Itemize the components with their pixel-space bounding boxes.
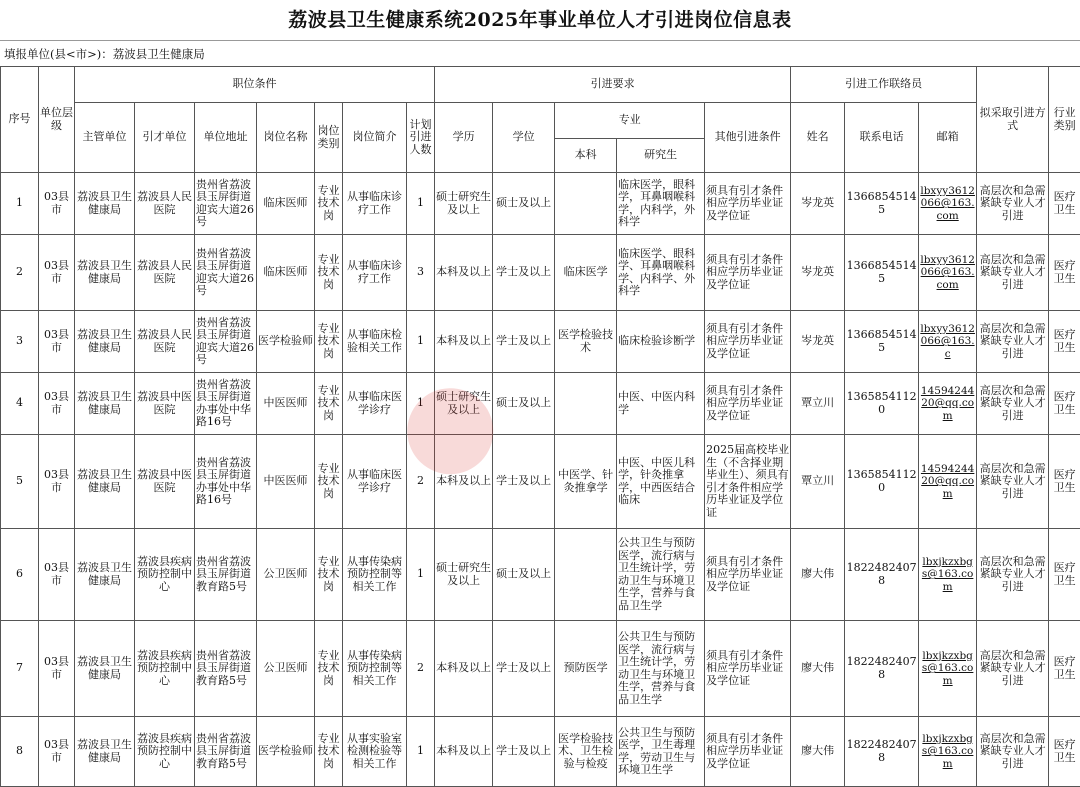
header-requirements: 引进要求 [435,67,791,103]
row-edu: 硕士研究生及以上 [435,529,493,621]
row-address: 贵州省荔波县玉屏街道迎宾大道26号 [195,173,257,235]
row-grad: 公共卫生与预防医学，卫生毒理学，劳动卫生与环境卫生学 [617,717,705,787]
row-grad: 临床医学，眼科学，耳鼻咽喉科学，内科学，外科学 [617,173,705,235]
row-seq: 5 [1,435,39,529]
post-table [0,66,1080,787]
row-dept: 荔波县卫生健康局 [75,311,135,373]
row-name: 廖大伟 [791,529,845,621]
row-industry: 医疗卫生 [1049,235,1080,311]
header-level: 单位层级 [39,67,75,173]
row-email[interactable]: lbxyy3612066@163.c [919,311,977,373]
row-post-desc: 从事实验室检测检验等相关工作 [343,717,407,787]
row-seq: 7 [1,621,39,717]
header-undergrad: 本科 [555,139,617,173]
row-post-name: 临床医师 [257,235,315,311]
row-post-name: 中医医师 [257,435,315,529]
row-dept: 荔波县卫生健康局 [75,435,135,529]
row-plan: 1 [407,529,435,621]
header-post-type: 岗位类别 [315,103,343,173]
page-title: 荔波县卫生健康系统2025年事业单位人才引进岗位信息表 [0,0,1080,40]
row-post-desc: 从事临床诊疗工作 [343,235,407,311]
row-undergrad [555,529,617,621]
row-name: 岑龙英 [791,311,845,373]
row-seq: 8 [1,717,39,787]
row-industry: 医疗卫生 [1049,529,1080,621]
row-seq: 4 [1,373,39,435]
row-post-type: 专业技术岗 [315,311,343,373]
row-level: 03县市 [39,529,75,621]
header-industry: 行业类别 [1049,67,1080,173]
row-level: 03县市 [39,621,75,717]
row-edu: 硕士研究生及以上 [435,373,493,435]
row-edu: 本科及以上 [435,621,493,717]
row-degree: 学士及以上 [493,311,555,373]
row-plan: 1 [407,717,435,787]
row-seq: 3 [1,311,39,373]
row-post-type: 专业技术岗 [315,373,343,435]
row-method: 高层次和急需紧缺专业人才引进 [977,717,1049,787]
row-edu: 本科及以上 [435,435,493,529]
header-post-conditions: 职位条件 [75,67,435,103]
row-degree: 硕士及以上 [493,529,555,621]
row-industry: 医疗卫生 [1049,435,1080,529]
header-address: 单位地址 [195,103,257,173]
row-name: 岑龙英 [791,173,845,235]
row-name: 岑龙英 [791,235,845,311]
row-level: 03县市 [39,173,75,235]
row-plan: 2 [407,621,435,717]
header-degree: 学位 [493,103,555,173]
row-undergrad: 医学检验技术、卫生检验与检疫 [555,717,617,787]
row-post-desc: 从事传染病预防控制等相关工作 [343,529,407,621]
row-level: 03县市 [39,311,75,373]
table-row [1,529,1080,621]
row-post-name: 公卫医师 [257,529,315,621]
row-undergrad: 医学检验技术 [555,311,617,373]
row-other: 须具有引才条件相应学历毕业证及学位证 [705,621,791,717]
header-post-desc: 岗位简介 [343,103,407,173]
row-phone: 18224824078 [845,621,919,717]
row-unit: 荔波县中医医院 [135,373,195,435]
row-plan: 2 [407,435,435,529]
row-phone: 18224824078 [845,529,919,621]
filler-unit: 填报单位(县<市>)：荔波县卫生健康局 [0,40,1080,66]
row-industry: 医疗卫生 [1049,621,1080,717]
row-unit: 荔波县疾病预防控制中心 [135,717,195,787]
row-method: 高层次和急需紧缺专业人才引进 [977,173,1049,235]
row-post-type: 专业技术岗 [315,621,343,717]
row-grad: 公共卫生与预防医学，流行病与卫生统计学，劳动卫生与环境卫生学，营养与食品卫生学 [617,529,705,621]
row-undergrad [555,373,617,435]
row-post-name: 医学检验师 [257,311,315,373]
row-post-type: 专业技术岗 [315,235,343,311]
row-post-type: 专业技术岗 [315,173,343,235]
row-degree: 硕士及以上 [493,373,555,435]
row-post-desc: 从事临床医学诊疗 [343,373,407,435]
row-dept: 荔波县卫生健康局 [75,373,135,435]
header-major: 专业 [555,103,705,139]
row-industry: 医疗卫生 [1049,173,1080,235]
row-undergrad: 中医学、针灸推拿学 [555,435,617,529]
row-degree: 学士及以上 [493,717,555,787]
row-degree: 学士及以上 [493,621,555,717]
table-row [1,311,1080,373]
row-industry: 医疗卫生 [1049,311,1080,373]
header-post-name: 岗位名称 [257,103,315,173]
row-method: 高层次和急需紧缺专业人才引进 [977,529,1049,621]
row-name: 廖大伟 [791,621,845,717]
row-name: 廖大伟 [791,717,845,787]
row-phone: 18224824078 [845,717,919,787]
row-plan: 3 [407,235,435,311]
row-grad: 临床医学、眼科学、耳鼻咽喉科学、内科学、外科学 [617,235,705,311]
row-degree: 学士及以上 [493,235,555,311]
row-seq: 6 [1,529,39,621]
header-method: 拟采取引进方式 [977,67,1049,173]
table-row [1,373,1080,435]
row-edu: 硕士研究生及以上 [435,173,493,235]
row-address: 贵州省荔波县玉屏街道迎宾大道26号 [195,235,257,311]
row-email[interactable]: lbxyy3612066@163.com [919,173,977,235]
header-seq: 序号 [1,67,39,173]
row-post-name: 公卫医师 [257,621,315,717]
row-other: 须具有引才条件相应学历毕业证及学位证 [705,717,791,787]
row-undergrad: 临床医学 [555,235,617,311]
row-post-desc: 从事临床检验相关工作 [343,311,407,373]
row-phone: 13668545145 [845,235,919,311]
header-phone: 联系电话 [845,103,919,173]
row-address: 贵州省荔波县玉屏街道教育路5号 [195,717,257,787]
row-post-type: 专业技术岗 [315,717,343,787]
row-level: 03县市 [39,435,75,529]
table-row [1,717,1080,787]
row-post-name: 医学检验师 [257,717,315,787]
row-post-name: 中医医师 [257,373,315,435]
row-phone: 13658541120 [845,435,919,529]
row-email[interactable]: lbxjkzxbgs@163.com [919,717,977,787]
row-method: 高层次和急需紧缺专业人才引进 [977,235,1049,311]
row-degree: 硕士及以上 [493,173,555,235]
row-plan: 1 [407,373,435,435]
row-seq: 2 [1,235,39,311]
row-unit: 荔波县人民医院 [135,235,195,311]
row-email[interactable]: lbxjkzxbgs@163.com [919,529,977,621]
row-level: 03县市 [39,717,75,787]
row-method: 高层次和急需紧缺专业人才引进 [977,311,1049,373]
row-edu: 本科及以上 [435,235,493,311]
row-method: 高层次和急需紧缺专业人才引进 [977,621,1049,717]
header-unit: 引才单位 [135,103,195,173]
row-method: 高层次和急需紧缺专业人才引进 [977,373,1049,435]
row-dept: 荔波县卫生健康局 [75,235,135,311]
header-contact: 引进工作联络员 [791,67,977,103]
row-email[interactable]: lbxjkzxbgs@163.com [919,621,977,717]
row-unit: 荔波县中医医院 [135,435,195,529]
row-seq: 1 [1,173,39,235]
row-post-type: 专业技术岗 [315,529,343,621]
header-name: 姓名 [791,103,845,173]
row-industry: 医疗卫生 [1049,717,1080,787]
row-other: 须具有引才条件相应学历毕业证及学位证 [705,235,791,311]
table-row [1,235,1080,311]
row-address: 贵州省荔波县玉屏街道办事处中华路16号 [195,373,257,435]
header-other: 其他引进条件 [705,103,791,173]
row-name: 覃立川 [791,435,845,529]
row-post-type: 专业技术岗 [315,435,343,529]
row-dept: 荔波县卫生健康局 [75,529,135,621]
row-address: 贵州省荔波县玉屏街道办事处中华路16号 [195,435,257,529]
row-address: 贵州省荔波县玉屏街道迎宾大道26号 [195,311,257,373]
header-grad: 研究生 [617,139,705,173]
row-unit: 荔波县人民医院 [135,311,195,373]
row-unit: 荔波县人民医院 [135,173,195,235]
table-row [1,173,1080,235]
row-degree: 学士及以上 [493,435,555,529]
row-post-name: 临床医师 [257,173,315,235]
header-plan: 计划引进人数 [407,103,435,173]
row-other: 2025届高校毕业生（不含择业期毕业生）、须具有引才条件相应学历毕业证及学位证 [705,435,791,529]
row-level: 03县市 [39,235,75,311]
row-dept: 荔波县卫生健康局 [75,621,135,717]
row-edu: 本科及以上 [435,311,493,373]
row-other: 须具有引才条件相应学历毕业证及学位证 [705,529,791,621]
header-dept: 主管单位 [75,103,135,173]
row-email[interactable]: 1459424420@qq.com [919,373,977,435]
row-address: 贵州省荔波县玉屏街道教育路5号 [195,621,257,717]
row-undergrad: 预防医学 [555,621,617,717]
row-post-desc: 从事临床医学诊疗 [343,435,407,529]
row-other: 须具有引才条件相应学历毕业证及学位证 [705,373,791,435]
row-post-desc: 从事传染病预防控制等相关工作 [343,621,407,717]
row-plan: 1 [407,311,435,373]
row-name: 覃立川 [791,373,845,435]
row-edu: 本科及以上 [435,717,493,787]
row-industry: 医疗卫生 [1049,373,1080,435]
row-post-desc: 从事临床诊疗工作 [343,173,407,235]
row-other: 须具有引才条件相应学历毕业证及学位证 [705,311,791,373]
table-row [1,621,1080,717]
row-plan: 1 [407,173,435,235]
row-other: 须具有引才条件相应学历毕业证及学位证 [705,173,791,235]
row-dept: 荔波县卫生健康局 [75,717,135,787]
row-unit: 荔波县疾病预防控制中心 [135,621,195,717]
row-email[interactable]: 1459424420@qq.com [919,435,977,529]
header-email: 邮箱 [919,103,977,173]
row-grad: 中医、中医内科学 [617,373,705,435]
row-phone: 13658541120 [845,373,919,435]
row-grad: 临床检验诊断学 [617,311,705,373]
row-grad: 中医、中医儿科学，针灸推拿学，中西医结合临床 [617,435,705,529]
row-grad: 公共卫生与预防医学，流行病与卫生统计学，劳动卫生与环境卫生学，营养与食品卫生学 [617,621,705,717]
header-edu: 学历 [435,103,493,173]
row-undergrad [555,173,617,235]
row-address: 贵州省荔波县玉屏街道教育路5号 [195,529,257,621]
row-email[interactable]: lbxyy3612066@163.com [919,235,977,311]
row-level: 03县市 [39,373,75,435]
table-row [1,435,1080,529]
row-dept: 荔波县卫生健康局 [75,173,135,235]
row-phone: 13668545145 [845,311,919,373]
row-phone: 13668545145 [845,173,919,235]
row-method: 高层次和急需紧缺专业人才引进 [977,435,1049,529]
row-unit: 荔波县疾病预防控制中心 [135,529,195,621]
